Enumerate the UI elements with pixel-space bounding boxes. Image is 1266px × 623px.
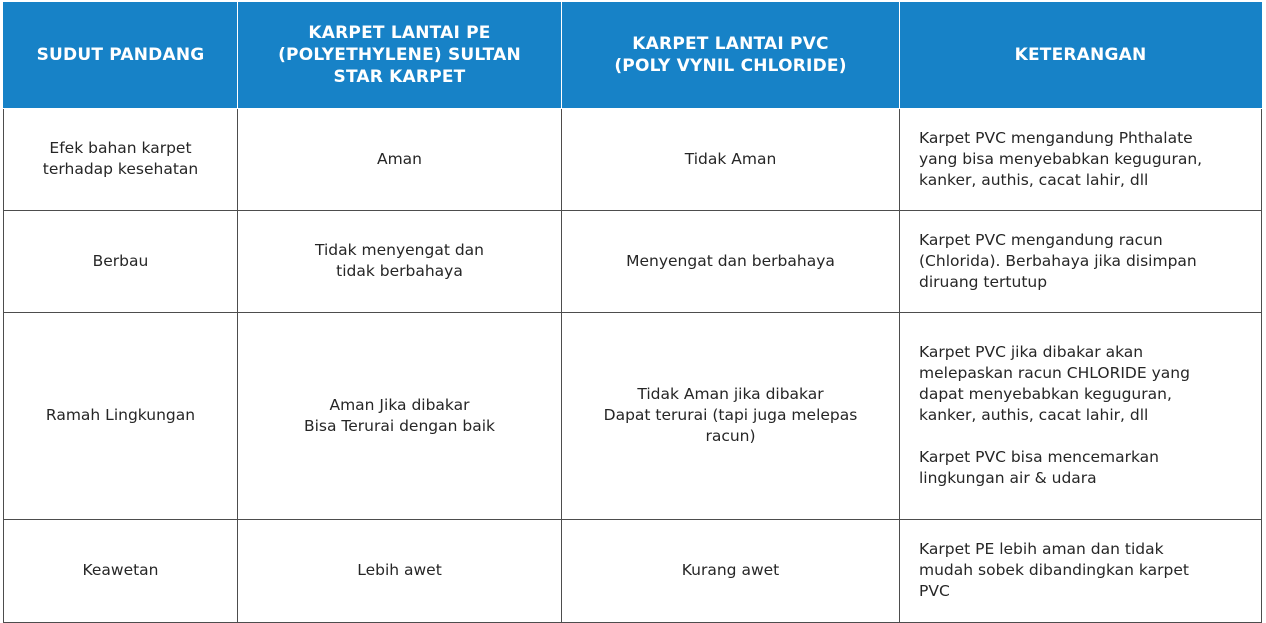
- cell-line: Bisa Terurai dengan baik: [303, 416, 496, 435]
- cell-line: tidak berbahaya: [336, 262, 463, 280]
- cell-line: Karpet PVC bisa mencemarkan: [919, 448, 1160, 466]
- header-line: KARPET LANTAI PE: [308, 22, 491, 43]
- cell-note: [900, 210, 1262, 312]
- header-karpet-pvc: [562, 2, 900, 108]
- cell-pvc: [562, 312, 900, 519]
- cell-line: Karpet PE lebih aman dan tidak: [919, 540, 1164, 558]
- paragraph-gap: [919, 426, 1249, 447]
- cell-line: Lebih awet: [357, 561, 442, 579]
- table-row: [4, 210, 1262, 312]
- cell-pvc: [562, 210, 900, 312]
- cell-line: terhadap kesehatan: [42, 160, 199, 178]
- cell-pvc: [562, 519, 900, 622]
- cell-note: [900, 108, 1262, 210]
- table-row: [4, 312, 1262, 519]
- table-row: [4, 108, 1262, 210]
- cell-line: dapat menyebabkan keguguran,: [919, 385, 1172, 403]
- cell-line: melepaskan racun CHLORIDE yang: [919, 364, 1190, 382]
- header-keterangan: [900, 2, 1262, 108]
- cell-pe: [238, 210, 562, 312]
- header-line: KARPET LANTAI PVC: [632, 33, 829, 54]
- cell-line: Berbau: [92, 251, 149, 270]
- cell-line: Karpet PVC mengandung racun: [919, 230, 1163, 249]
- cell-line: Aman Jika dibakar: [329, 395, 470, 414]
- cell-pe: [238, 312, 562, 519]
- cell-note: [900, 519, 1262, 622]
- cell-line: Efek bahan karpet: [49, 139, 192, 157]
- header-line: (POLYETHYLENE) SULTAN: [278, 44, 521, 65]
- header-line: STAR KARPET: [333, 66, 466, 87]
- header-sudut-pandang: [4, 2, 238, 108]
- table-body: [4, 108, 1262, 622]
- cell-line: Dapat terurai (tapi juga melepas: [603, 406, 858, 424]
- cell-line: Karpet PVC mengandung Phthalate: [919, 128, 1193, 147]
- cell-pe: [238, 519, 562, 622]
- header-line: KETERANGAN: [1014, 44, 1147, 65]
- cell-line: kanker, authis, cacat lahir, dll: [919, 406, 1149, 424]
- cell-line: Tidak Aman jika dibakar: [637, 385, 824, 403]
- table-row: [4, 519, 1262, 622]
- cell-line: Keawetan: [82, 561, 159, 579]
- cell-pvc: [562, 108, 900, 210]
- cell-line: (Chlorida). Berbahaya jika disimpan: [919, 251, 1197, 270]
- cell-note: [900, 312, 1262, 519]
- cell-aspect: [4, 312, 238, 519]
- header-karpet-pe: [238, 2, 562, 108]
- cell-aspect: [4, 519, 238, 622]
- cell-line: racun): [705, 427, 756, 445]
- cell-line: Menyengat dan berbahaya: [626, 251, 835, 270]
- cell-line: kanker, authis, cacat lahir, dll: [919, 170, 1149, 189]
- header-row: [4, 2, 1262, 108]
- cell-line: Tidak Aman: [684, 149, 777, 168]
- header-line: (POLY VYNIL CHLORIDE): [614, 55, 847, 76]
- cell-aspect: [4, 108, 238, 210]
- cell-pe: [238, 108, 562, 210]
- cell-line: Kurang awet: [681, 561, 780, 579]
- cell-line: Ramah Lingkungan: [45, 406, 196, 424]
- cell-line: PVC: [919, 582, 950, 600]
- table-header: [4, 2, 1262, 108]
- cell-line: Tidak menyengat dan: [314, 241, 485, 259]
- cell-line: lingkungan air & udara: [919, 469, 1097, 487]
- cell-line: mudah sobek dibandingkan karpet: [919, 561, 1189, 579]
- cell-line: Aman: [376, 149, 423, 168]
- cell-line: Karpet PVC jika dibakar akan: [919, 343, 1144, 361]
- comparison-table: [3, 2, 1262, 623]
- cell-line: diruang tertutup: [919, 272, 1048, 291]
- cell-line: yang bisa menyebabkan keguguran,: [919, 149, 1203, 168]
- header-line: SUDUT PANDANG: [36, 44, 205, 65]
- cell-aspect: [4, 210, 238, 312]
